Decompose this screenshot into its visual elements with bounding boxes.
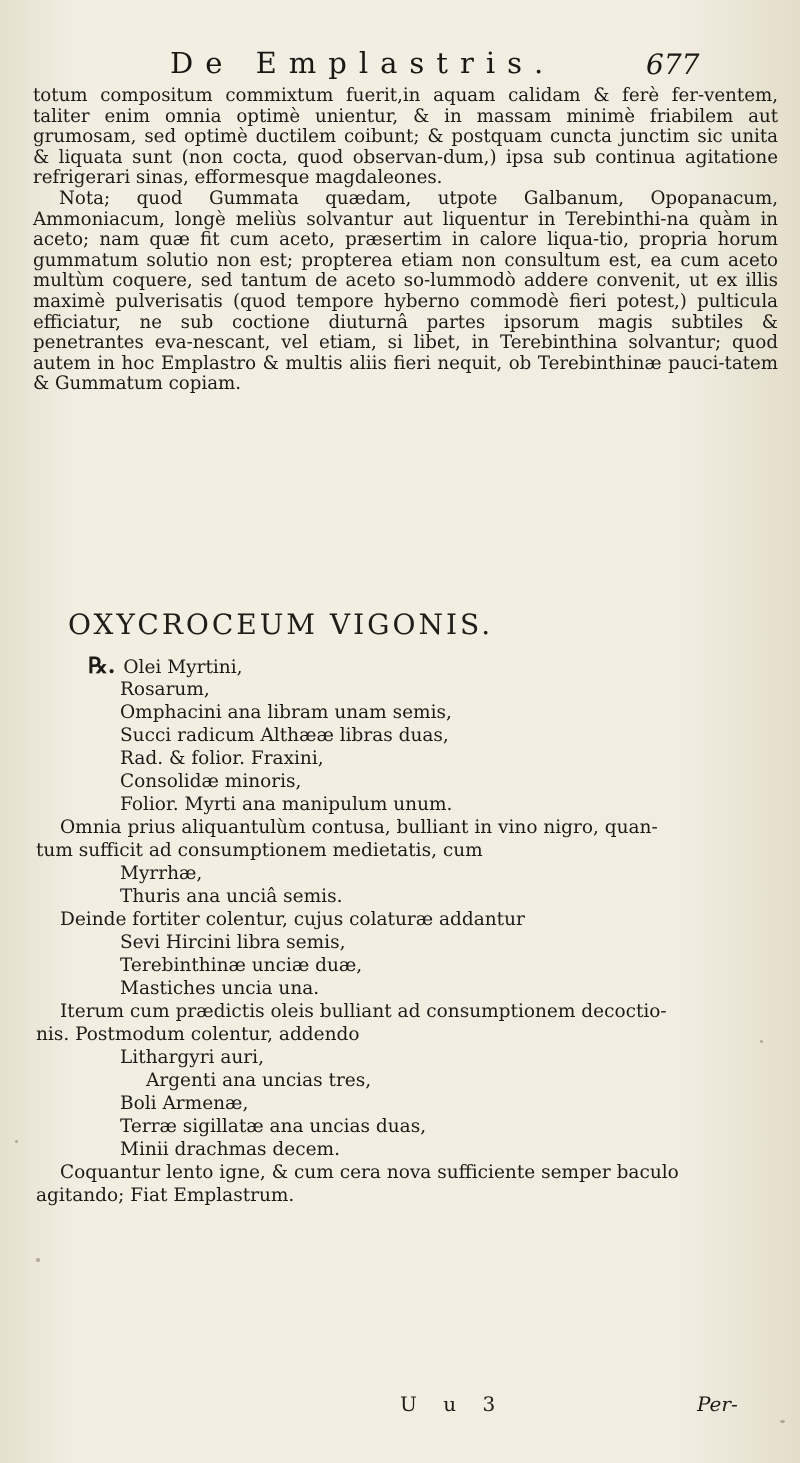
recipe-line: Sevi Hircini libra semis, <box>120 932 346 953</box>
recipe-line: Terræ sigillatæ ana uncias duas, <box>120 1116 427 1137</box>
recipe-line: ℞. Olei Myrtini, <box>88 653 243 679</box>
paragraph-continuation: totum compositum commixtum fuerit,in aquam calidam & ferè fer-ventem, taliter enim omnia optimè unientur, & in massam minimè friabilem aut grumosam, sed optimè ductilem coibunt; & postquam cuncta junctim sic unita & liquata sunt (non cocta, quod observan-dum,) ipsa sub continua agitatione refrigerari sinas, efformesque magdaleones. <box>33 85 778 189</box>
recipe-line: Consolidæ minoris, <box>120 771 302 792</box>
recipe-line: Omnia prius aliquantulùm contusa, bulliant in vino nigro, quan- <box>60 817 658 838</box>
recipe-title: OXYCROCEUM VIGONIS. <box>68 608 494 641</box>
recipe-line: Terebinthinæ unciæ duæ, <box>120 955 363 976</box>
paper-speck <box>780 1420 785 1423</box>
paragraph-nota: Nota; quod Gummata quædam, utpote Galbanum, Opopanacum, Ammoniacum, longè meliùs solvantur aut liquentur in Terebinthi-na quàm in aceto; nam quæ fit cum aceto, præsertim in calore liqua-tio, propria horum gummatum solutio non est; propterea etiam non consultum est, ea cum aceto multùm coquere, sed tantum de aceto so-lummodò addere convenit, ut ex illis maximè pulverisatis (quod tempore hyberno commodè fieri potest,) pulticula efficiatur, ne sub coctione diuturnâ partes ipsorum magis subtiles & penetrantes eva-nescant, vel etiam, si libet, in Terebinthina solvantur; quod autem in hoc Emplastro & multis aliis fieri nequit, ob Terebinthinæ pauci-tatem & Gummatum copiam. <box>33 187 778 395</box>
recipe-line: Rad. & folior. Fraxini, <box>120 748 324 769</box>
body-text <box>33 86 778 395</box>
recipe-line: Iterum cum prædictis oleis bulliant ad consumptionem decoctio- <box>60 1001 667 1022</box>
recipe-line: Minii drachmas decem. <box>120 1139 340 1160</box>
paper-speck <box>760 1040 763 1043</box>
page-number: 677 <box>646 48 700 81</box>
recipe-line: Omphacini ana libram unam semis, <box>120 702 452 723</box>
paper-speck <box>36 1258 40 1262</box>
recipe-line: Lithargyri auri, <box>120 1047 264 1068</box>
recipe-line: Argenti ana uncias tres, <box>146 1070 372 1091</box>
recipe-line: Boli Armenæ, <box>120 1093 249 1114</box>
recipe-line: Folior. Myrti ana manipulum unum. <box>120 794 453 815</box>
rx-symbol: ℞. <box>88 653 116 679</box>
recipe-line: Mastiches uncia una. <box>120 978 320 999</box>
signature-mark: U u 3 <box>400 1392 506 1416</box>
recipe-line: Rosarum, <box>120 679 210 700</box>
recipe-line: Thuris ana unciâ semis. <box>120 886 343 907</box>
recipe-line: Myrrhæ, <box>120 863 203 884</box>
recipe-line: agitando; Fiat Emplastrum. <box>36 1185 295 1206</box>
recipe-line: tum sufficit ad consumptionem medietatis, cum <box>36 840 483 861</box>
running-head <box>0 46 800 86</box>
paper-speck <box>15 1140 18 1143</box>
catchword: Per- <box>697 1392 738 1416</box>
recipe-line: Deinde fortiter colentur, cujus colaturæ addantur <box>60 909 525 930</box>
recipe-line: Succi radicum Althææ libras duas, <box>120 725 449 746</box>
running-head-title: De Emplastris. <box>170 46 556 80</box>
recipe-line: Coquantur lento igne, & cum cera nova sufficiente semper baculo <box>60 1162 679 1183</box>
recipe-line: nis. Postmodum colentur, addendo <box>36 1024 360 1045</box>
